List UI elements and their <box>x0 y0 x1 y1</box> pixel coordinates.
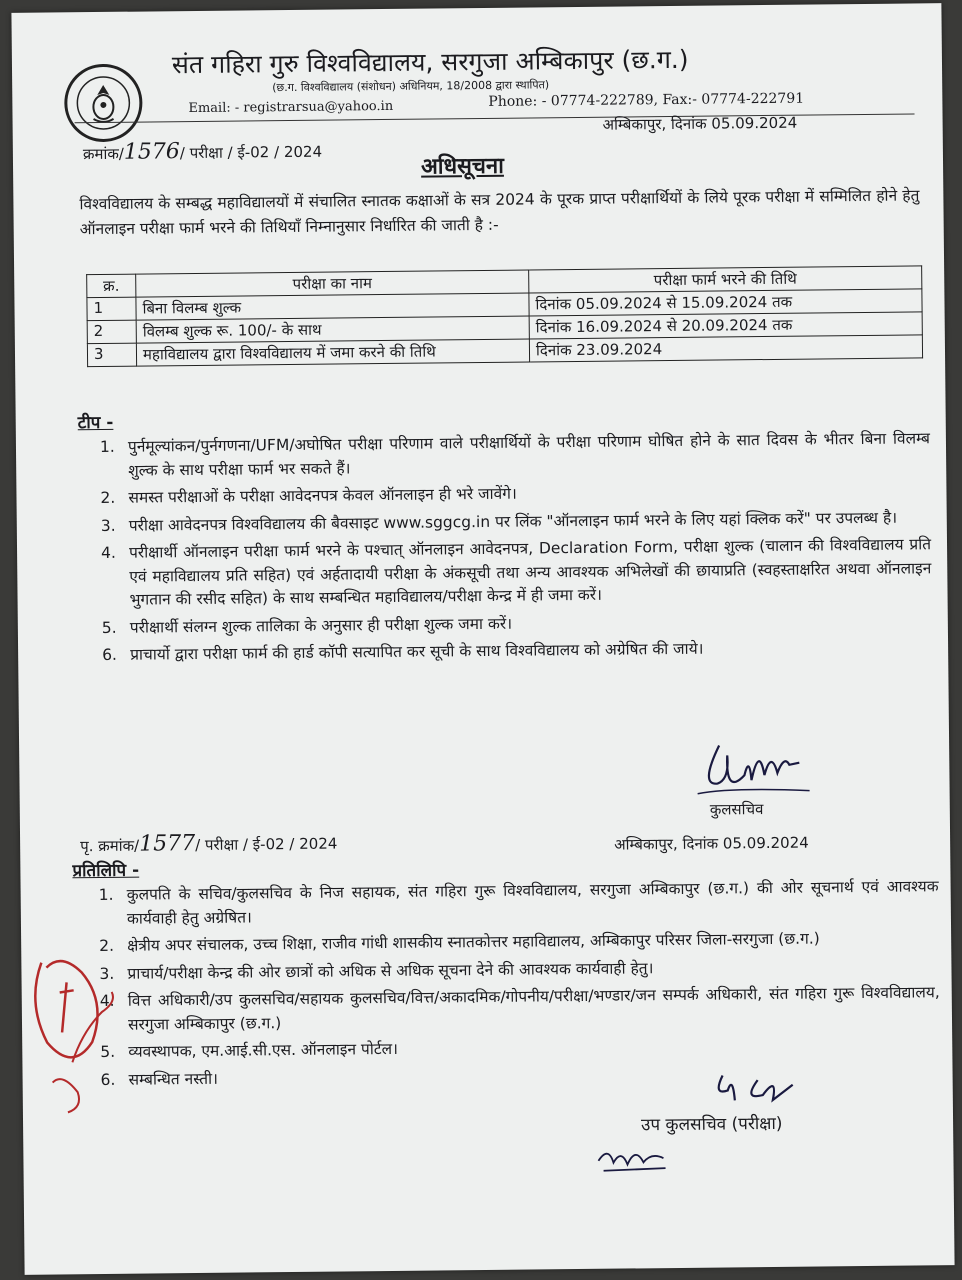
notes-list <box>100 427 932 671</box>
list-item: 2. क्षेत्रीय अपर संचालक, उच्च शिक्षा, राजीव गांधी शासकीय स्नातकोत्तर महाविद्यालय, अम्बिकापुर परिसर जिला-सरगुजा (छ.ग.) <box>99 929 820 956</box>
copies-list <box>99 875 941 1096</box>
list-item: 1. पुर्नमूल्यांकन/पुर्नगणना/UFM/अघोषित परीक्षा परिणाम वाले परीक्षार्थियों के परीक्षा परिणाम घोषित होने के सात दिवस के भीतर बिना विलम्ब शुल्क के साथ परीक्षा फार्म भर सकते हैं। <box>99 429 931 480</box>
document-page <box>11 3 954 1275</box>
list-item: 2. समस्त परीक्षाओं के परीक्षा आवेदनपत्र केवल ऑनलाइन ही भरे जावेंगे। <box>100 484 517 507</box>
registrar-title: कुलसचिव <box>709 800 764 819</box>
initials-signature <box>593 1140 673 1177</box>
list-item: 4. परीक्षार्थी ऑनलाइन परीक्षा फार्म भरने के पश्चात् ऑनलाइन आवेदनपत्र, Declaration Form, परीक्षा शुल्क (चालान की विश्वविद्यालय प्रति एवं महाविद्यालय प्रति सहित) एवं अर्हतादायी परीक्षा के अंकसूची तथा अन्य आवश्यक अभिलेखों की छायाप्रति (स्वहस्ताक्षरित अथवा ऑनलाइन भुगतान की रसीद सहित) के साथ सम्बन्धित महाविद्यालय/परीक्षा केन्द्र में ही जमा करें। <box>100 535 932 609</box>
col-header-date: परीक्षा फार्म भरने की तिथि <box>529 266 922 293</box>
place-date-bottom: अम्बिकापुर, दिनांक 05.09.2024 <box>614 833 809 854</box>
deputy-registrar-signature <box>702 1065 813 1116</box>
deputy-registrar-title: उप कुलसचिव (परीक्षा) <box>640 1113 783 1136</box>
list-item: 1. कुलपति के सचिव/कुलसचिव के निज सहायक, संत गहिरा गुरू विश्वविद्यालय, सरगुजा अम्बिकापुर (छ.ग.) की ओर सूचनार्थ एवं आवश्यक कार्यवाही हेतु अग्रेषित। <box>98 877 939 928</box>
handwritten-ref-number: 1576 <box>123 139 180 165</box>
list-item: 5. व्यवस्थापक, एम.आई.सी.एस. ऑनलाइन पोर्टल। <box>100 1039 399 1062</box>
handwritten-ref-number: 1577 <box>139 831 196 857</box>
table-row: 3 महाविद्यालय द्वारा विश्वविद्यालय में जमा करने की तिथि दिनांक 23.09.2024 <box>87 335 922 367</box>
university-seal-logo <box>64 64 143 143</box>
university-name: संत गहिरा गुरु विश्वविद्यालय, सरगुजा अम्बिकापुर (छ.ग.) <box>171 44 689 80</box>
copies-heading: प्रतिलिपि - <box>72 860 140 882</box>
place-date-top: अम्बिकापुर, दिनांक 05.09.2024 <box>602 113 798 134</box>
list-item: 3. परीक्षा आवेदनपत्र विश्वविद्यालय की बैवसाइट www.sggcg.in पर लिंक "ऑनलाइन फार्म भरने के लिए यहां क्लिक करें" पर उपलब्ध है। <box>100 508 898 535</box>
notes-heading: टीप - <box>77 412 114 434</box>
list-item: 4. वित्त अधिकारी/उप कुलसचिव/सहायक कुलसचिव/वित्त/अकादमिक/गोपनीय/परीक्षा/भण्डार/जन सम्पर्क अधिकारी, संत गहिरा गुरू विश्वविद्यालय, सरगुजा अम्बिकापुर (छ.ग.) <box>99 983 940 1034</box>
email-text: Email: - registrarsua@yahoo.in <box>188 98 394 117</box>
reference-number-top: क्रमांक/1576/ परीक्षा / ई-02 / 2024 <box>82 139 323 165</box>
contact-line <box>188 90 805 117</box>
list-item: 6. प्राचार्यो द्वारा परीक्षा फार्म की हार्ड कॉपी सत्यापित कर सूची के साथ विश्वविद्यालय को अग्रेषित की जाये। <box>102 639 704 664</box>
registrar-signature <box>689 734 820 805</box>
col-header-sn: क्र. <box>87 274 136 298</box>
col-header-exam-name: परीक्षा का नाम <box>136 270 529 297</box>
schedule-table <box>86 265 923 367</box>
intro-paragraph: विश्वविद्यालय के सम्बद्ध महाविद्यालयों में संचालित स्नातक कक्षाओं के सत्र 2024 के पूरक प्राप्त परीक्षार्थियों के लिये पूरक परीक्षा में सम्मिलित होने हेतु ऑनलाइन परीक्षा फार्म भरने की तिथियाँ निम्नानुसार निर्धारित की जाती है :- <box>79 186 920 239</box>
list-item: 6. सम्बन्धित नस्ती। <box>100 1069 219 1089</box>
establishment-act: (छ.ग. विश्वविद्यालय (संशोधन) अधिनियम, 18/2008 द्वारा स्थापित) <box>272 78 550 95</box>
document-title: अधिसूचना <box>420 153 504 180</box>
phone-fax-text: Phone: - 07774-222789, Fax:- 07774-222791 <box>488 90 805 110</box>
red-handwritten-mark <box>21 932 133 1123</box>
list-item: 5. परीक्षार्थी संलग्न शुल्क तालिका के अनुसार ही परीक्षा शुल्क जमा करें। <box>101 614 513 637</box>
table-row: 2 विलम्ब शुल्क रू. 100/- के साथ दिनांक 16.09.2024 से 20.09.2024 तक <box>87 312 922 344</box>
list-item: 3. प्राचार्य/परीक्षा केन्द्र की ओर छात्रों को अधिक से अधिक सूचना देने की आवश्यक कार्यवाही हेतु। <box>99 958 654 983</box>
table-row: 1 बिना विलम्ब शुल्क दिनांक 05.09.2024 से 15.09.2024 तक <box>87 289 922 321</box>
reference-number-bottom: पृ. क्रमांक/1577/ परीक्षा / ई-02 / 2024 <box>80 831 338 857</box>
